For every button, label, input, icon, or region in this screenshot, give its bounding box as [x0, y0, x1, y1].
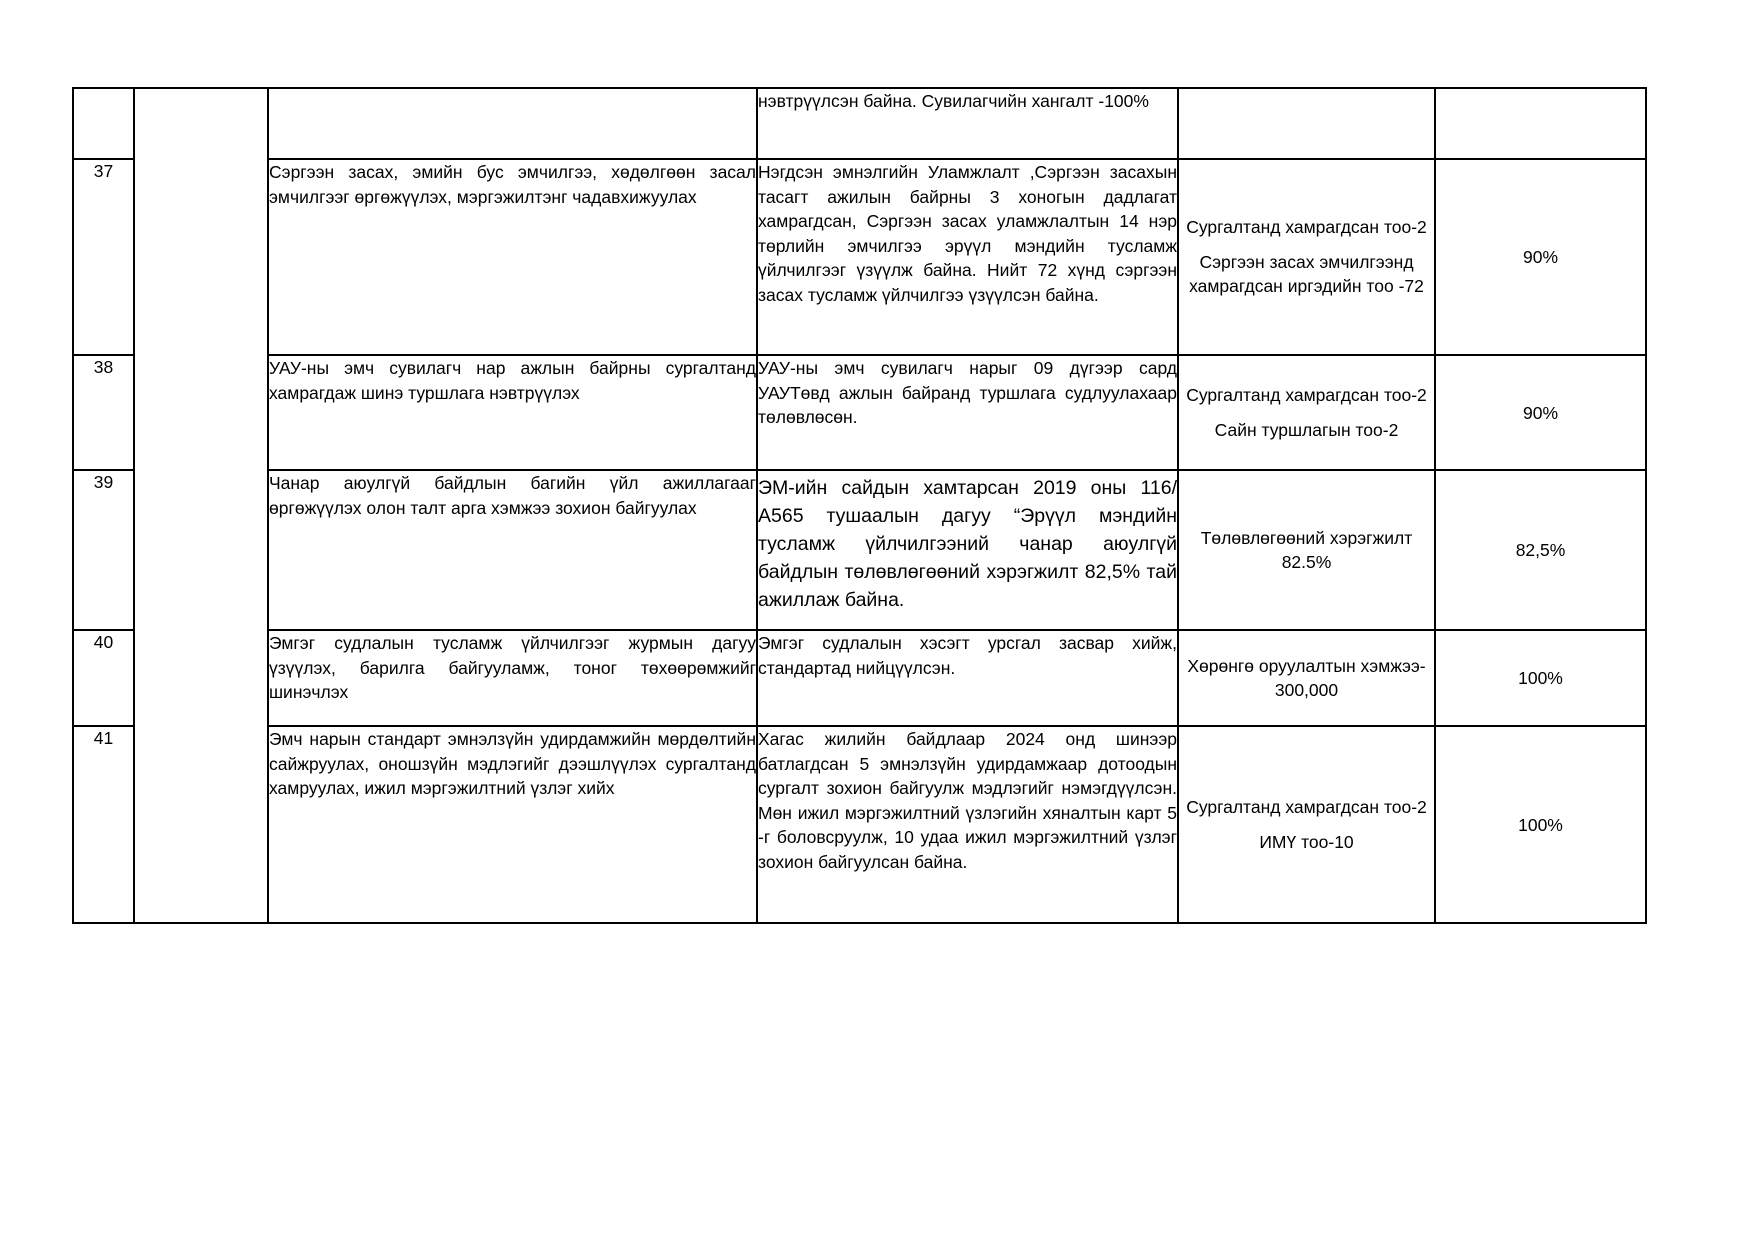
- task-cell: Эмгэг судлалын тусламж үйлчилгээг журмын дагуу үзүүлэх, барилга байгууламж, тоног төхөөрөмжийг шинэчлэх: [268, 630, 757, 726]
- indicator-text: Сургалтанд хамрагдсан тоо-2: [1186, 217, 1427, 238]
- row-number-cell: 39: [73, 470, 134, 630]
- indicator-text: Хөрөнгө оруулалтын хэмжээ- 300,000: [1187, 655, 1426, 700]
- indicator-text: Төлөвлөгөөний хэрэгжилт 82.5%: [1200, 527, 1413, 572]
- table-row: [73, 630, 1646, 726]
- indicator-cell: [1178, 630, 1435, 726]
- table-row: [73, 726, 1646, 923]
- task-cell: УАУ-ны эмч сувилагч нар ажлын байрны сургалтанд хамрагдаж шинэ туршлага нэвтрүүлэх: [268, 355, 757, 470]
- indicator-cell: [1178, 159, 1435, 355]
- merged-empty-cell: [134, 88, 268, 923]
- task-cell: Эмч нарын стандарт эмнэлзүйн удирдамжийн мөрдөлтийн сайжруулах, оношзүйн мэдлэгийг дээшлүүлэх сургалтанд хамруулах, ижил мэргэжилтний үзлэг хийх: [268, 726, 757, 923]
- indicator-cell: [1178, 88, 1435, 159]
- task-cell: [268, 88, 757, 159]
- row-number-cell: 40: [73, 630, 134, 726]
- row-number-cell: 37: [73, 159, 134, 355]
- indicator-text: Сэргээн засах эмчилгээнд хамрагдсан иргэдийн тоо -72: [1189, 251, 1424, 297]
- table-row: [73, 88, 1646, 159]
- result-cell: Эмгэг судлалын хэсэгт урсгал засвар хийж, стандартад нийцүүлсэн.: [757, 630, 1178, 726]
- percent-cell: [1435, 88, 1646, 159]
- indicator-cell: [1178, 726, 1435, 923]
- task-cell: Чанар аюулгүй байдлын багийн үйл ажиллагааг өргөжүүлэх олон талт арга хэмжээ зохион байгуулах: [268, 470, 757, 630]
- row-number-cell: [73, 88, 134, 159]
- indicator-text: ИМҮ тоо-10: [1259, 831, 1354, 852]
- percent-cell: 100%: [1435, 726, 1646, 923]
- table-row: [73, 355, 1646, 470]
- result-cell: ЭМ-ийн сайдын хамтарсан 2019 оны 116/А565 тушаалын дагуу “Эрүүл мэндийн тусламж үйлчилгээний чанар аюулгүй байдлын төлөвлөгөөний хэрэгжилт 82,5% тай ажиллаж байна.: [757, 470, 1178, 630]
- task-cell: Сэргээн засах, эмийн бус эмчилгээ, хөдөлгөөн засал эмчилгээг өргөжүүлэх, мэргэжилтэнг чадавхижуулах: [268, 159, 757, 355]
- indicator-cell: [1178, 470, 1435, 630]
- result-cell: Хагас жилийн байдлаар 2024 онд шинээр батлагдсан 5 эмнэлзүйн удирдамжаар дотоодын сургалт зохион байгуулж мэдлэгийг нэмэгдүүлсэн. Мөн ижил мэргэжилтний үзлэгийн хяналтын карт 5 -г боловсруулж, 10 удаа ижил мэргэжилтний үзлэг зохион байгуулсан байна.: [757, 726, 1178, 923]
- row-number-cell: 38: [73, 355, 134, 470]
- result-cell: УАУ-ны эмч сувилагч нарыг 09 дүгээр сард УАУТөвд ажлын байранд туршлага судлуулахаар төлөвлөсөн.: [757, 355, 1178, 470]
- table-row: [73, 159, 1646, 355]
- table-row: [73, 470, 1646, 630]
- percent-cell: 100%: [1435, 630, 1646, 726]
- indicator-text: Сургалтанд хамрагдсан тоо-2: [1186, 797, 1427, 817]
- result-cell: нэвтрүүлсэн байна. Сувилагчийн хангалт -100%: [757, 88, 1178, 159]
- result-cell: Нэгдсэн эмнэлгийн Уламжлалт ,Сэргээн засахын тасагт ажилын байрны 3 хоногын дадлагат хамрагдсан, Сэргээн засах уламжлалтын 14 нэр төрлийн эмчилгээ эрүүл мэндийн тусламж үйлчилгээг үзүүлж байна. Нийт 72 хүнд сэргээн засах тусламж үйлчилгээ үзүүлсэн байна.: [757, 159, 1178, 355]
- percent-cell: 90%: [1435, 355, 1646, 470]
- report-table: [72, 87, 1647, 924]
- percent-cell: 82,5%: [1435, 470, 1646, 630]
- percent-cell: 90%: [1435, 159, 1646, 355]
- indicator-text: Сургалтанд хамрагдсан тоо-2: [1186, 385, 1427, 405]
- indicator-text: Сайн туршлагын тоо-2: [1214, 419, 1399, 440]
- indicator-cell: [1178, 355, 1435, 470]
- row-number-cell: 41: [73, 726, 134, 923]
